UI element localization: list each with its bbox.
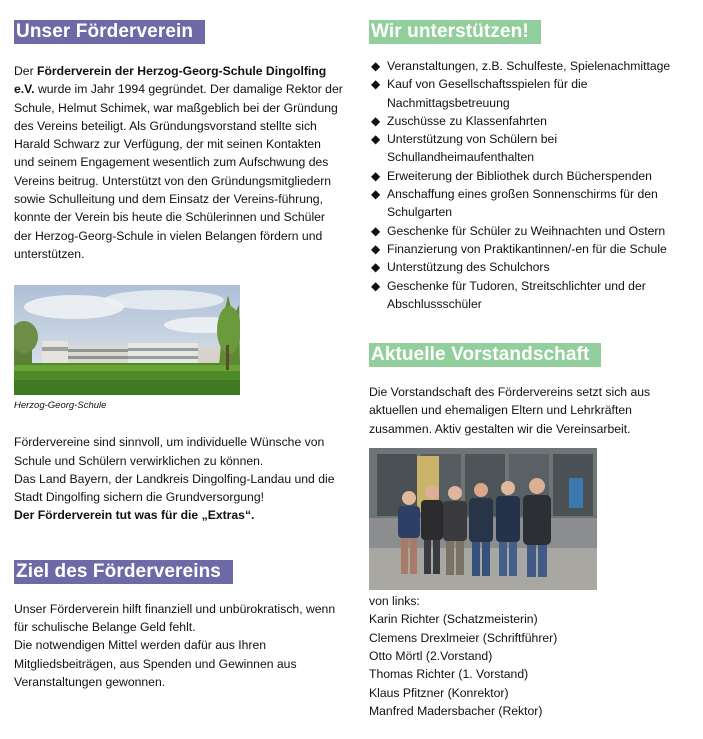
member-item: Karin Richter (Schatzmeisterin)	[369, 612, 538, 627]
school-photo	[14, 285, 240, 395]
board-members	[369, 592, 697, 720]
support-item-text: Finanzierung von Praktikantinnen/-en für die Schule	[387, 241, 667, 256]
middle-line-2: Das Land Bayern, der Landkreis Dingolfing-Landau und die Stadt Dingolfing sichern die Grundversorgung!	[14, 471, 335, 505]
from-left-label: von links:	[369, 594, 420, 609]
list-item	[369, 277, 697, 314]
intro-paragraph	[14, 62, 344, 263]
list-item	[369, 222, 697, 240]
diamond-bullet-icon: ◆	[371, 278, 381, 293]
list-item	[369, 57, 697, 75]
middle-paragraph	[14, 433, 344, 524]
support-item-text: Unterstützung des Schulchors	[387, 260, 550, 275]
support-item-text: Unterstützung von Schülern bei Schullandheimaufenthalten	[387, 132, 558, 165]
member-item: Clemens Drexlmeier (Schriftführer)	[369, 630, 558, 645]
board-group-photo	[369, 448, 597, 590]
diamond-bullet-icon: ◆	[371, 168, 381, 183]
heading-unser-foerderverein: Unser Förderverein	[14, 20, 205, 44]
intro-text-rest: wurde im Jahr 1994 gegründet. Der damalige Rektor der Schule, Helmut Schimek, war maßgeblich bei der Gründung des Vereins beteiligt. Als Gründungsvorstand stellte sich Harald Schwarz zur Verfügung, der mit seinen Kontakten und seinem Engagement wesentlich zum Aufschwung des Vereins beitrug. Unterstützt von den Gründungsmitgliedern sowie Schulleitung und dem Einsatz der Vereins-führung, konnte der Verein bis heute die Schülerinnen und Schüler der Herzog-Georg-Schule in vielen Belangen fördern und unterstützen.	[14, 82, 343, 261]
intro-text-start: Der	[14, 64, 38, 78]
goal-paragraph	[14, 600, 344, 691]
support-item-text: Kauf von Gesellschaftsspielen für die Nachmittagsbetreuung	[387, 77, 588, 110]
heading-ziel: Ziel des Fördervereins	[14, 560, 233, 584]
heading-aktuelle-vorstandschaft: Aktuelle Vorstandschaft	[369, 343, 601, 367]
school-photo-caption: Herzog-Georg-Schule	[14, 400, 107, 412]
intro-association-name: Förderverein der Herzog-Georg-Schule Dingolfing e.V.	[14, 64, 327, 97]
list-item	[369, 258, 697, 276]
list-item	[369, 167, 697, 185]
diamond-bullet-icon: ◆	[371, 223, 381, 238]
support-item-text: Geschenke für Schüler zu Weihnachten und Ostern	[387, 223, 666, 238]
diamond-bullet-icon: ◆	[371, 132, 381, 147]
diamond-bullet-icon: ◆	[371, 260, 381, 275]
list-item	[369, 240, 697, 258]
extras-statement: Der Förderverein tut was für die „Extras“.	[14, 508, 255, 523]
support-item-text: Zuschüsse zu Klassenfahrten	[387, 113, 547, 128]
list-item	[369, 75, 697, 112]
support-item-text: Geschenke für Tudoren, Streitschlichter und der Abschlussschüler	[387, 278, 646, 311]
diamond-bullet-icon: ◆	[371, 187, 381, 202]
member-item: Otto Mörtl (2.Vorstand)	[369, 648, 493, 663]
support-list	[369, 57, 697, 313]
right-column	[369, 20, 697, 720]
goal-line-2: Die notwendigen Mittel werden dafür aus Ihren Mitgliedsbeiträgen, aus Spenden und Gewinnen aus Veranstaltungen gewonnen.	[14, 638, 297, 689]
heading-wir-unterstuetzen: Wir unterstützen!	[369, 20, 541, 44]
member-item: Manfred Madersbacher (Rektor)	[369, 703, 543, 718]
left-column	[14, 20, 344, 691]
list-item	[369, 112, 697, 130]
board-intro: Die Vorstandschaft des Fördervereins setzt sich aus aktuellen und ehemaligen Eltern und Lehrkräften zusammen. Aktiv gestalten wir die Vereinsarbeit.	[369, 385, 651, 436]
middle-line-1: Fördervereine sind sinnvoll, um individuelle Wünsche von Schule und Schülern verwirklichen zu können.	[14, 435, 325, 468]
support-item-text: Veranstaltungen, z.B. Schulfeste, Spielenachmittage	[387, 59, 671, 73]
support-item-text: Erweiterung der Bibliothek durch Bücherspenden	[387, 168, 652, 183]
support-item-text: Anschaffung eines großen Sonnenschirms für den Schulgarten	[387, 187, 658, 220]
list-item	[369, 185, 697, 222]
member-item: Klaus Pfitzner (Konrektor)	[369, 685, 509, 700]
goal-line-1: Unser Förderverein hilft finanziell und unbürokratisch, wenn für schulische Belange Geld fehlt.	[14, 601, 336, 635]
diamond-bullet-icon: ◆	[371, 77, 381, 92]
list-item	[369, 130, 697, 167]
member-item: Thomas Richter (1. Vorstand)	[369, 667, 529, 682]
diamond-bullet-icon: ◆	[371, 241, 381, 256]
diamond-bullet-icon: ◆	[371, 59, 381, 73]
diamond-bullet-icon: ◆	[371, 113, 381, 128]
middle-line-3	[14, 506, 344, 524]
